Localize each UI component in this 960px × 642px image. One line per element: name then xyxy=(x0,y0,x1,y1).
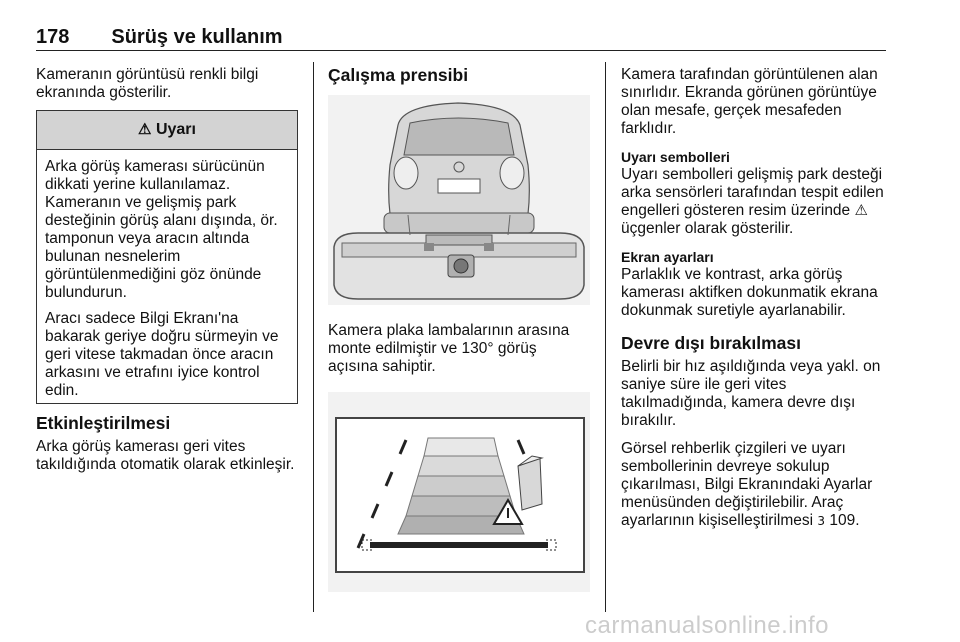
page-number: 178 xyxy=(36,26,70,48)
activation-section xyxy=(36,414,300,484)
warning-header xyxy=(37,111,297,150)
column-divider-2 xyxy=(605,62,606,612)
screen-settings-text: Parlaklık ve kontrast, arka görüş kamerası aktifken dokunmatik ekrana dokunmak suretiyle ayarlanabilir. xyxy=(621,266,878,319)
symbols-text: Uyarı sembolleri gelişmiş park desteği arka sensörleri tarafından tespit edilen engelleri gösteren resim üzerinde xyxy=(621,166,884,219)
watermark: carmanualsonline.info xyxy=(585,612,829,639)
activation-text: Arka görüş kamerası geri vites takıldığında otomatik olarak etkinleşir. xyxy=(36,438,295,473)
symbols-text-end: üçgenler olarak gösterilir. xyxy=(621,220,794,237)
screen-settings-heading: Ekran ayarları xyxy=(621,249,714,265)
guidelines-text: Görsel rehberlik çizgileri ve uyarı sembollerinin devreye sokulup çıkarılması, Bilgi Ekranındaki Ayarlar menüsünden değiştirilebilir. Araç ayarlarının kişiselleştirilmesi xyxy=(621,440,873,529)
principle-heading-wrap xyxy=(328,66,590,90)
section-title: Sürüş ve kullanım xyxy=(111,26,283,48)
warning-box xyxy=(36,110,298,404)
reference-arrow-icon: 3 xyxy=(817,514,826,528)
deactivation-text: Belirli bir hız aşıldığında veya yakl. on saniye süre ile geri vites takılmadığında, kamera devre dışı bırakılır. xyxy=(621,358,881,429)
figure-caption: Kamera plaka lambalarının arasına monte edilmiştir ve 130° görüş açısına sahiptir. xyxy=(328,322,570,375)
symbols-heading: Uyarı sembolleri xyxy=(621,149,730,165)
activation-heading: Etkinleştirilmesi xyxy=(36,413,171,433)
col3 xyxy=(621,66,887,540)
column-divider-1 xyxy=(313,62,314,612)
page-reference-link[interactable]: 109. xyxy=(829,512,860,529)
deactivation-heading: Devre dışı bırakılması xyxy=(621,333,801,353)
col1-intro xyxy=(36,66,300,112)
warning-title: Uyarı xyxy=(155,121,196,138)
warning-para-2: Aracı sadece Bilgi Ekranı'na bakarak geriye doğru sürmeyin ve geri vitese takmadan önce aracın arkasını ve etrafını iyice kontrol edin. xyxy=(45,310,279,399)
page-header xyxy=(36,26,283,49)
principle-heading: Çalışma prensibi xyxy=(328,65,469,85)
warning-body xyxy=(37,150,297,400)
warning-para-1: Arka görüş kamerası sürücünün dikkati yerine kullanılamaz. Kameranın ve gelişmiş park desteğinin görüş alanı dışında, ör. tamponun veya aracın altında bulunan nesnelerim görüntülenmediğini göz önünde bulundurun. xyxy=(45,158,278,301)
header-rule xyxy=(36,50,886,51)
warning-triangle-icon: ⚠ xyxy=(138,121,152,138)
car-rear-figure xyxy=(328,95,590,305)
warning-triangle-icon: ⚠ xyxy=(854,202,868,219)
camera-display-figure xyxy=(328,392,590,592)
display-area-text: Kamera tarafından görüntülenen alan sınırlıdır. Ekranda görünen görüntüye olan mesafe, gerçek mesafeden farklıdır. xyxy=(621,66,878,137)
intro-text: Kameranın görüntüsü renkli bilgi ekranında gösterilir. xyxy=(36,66,259,101)
caption-wrap xyxy=(328,322,590,386)
